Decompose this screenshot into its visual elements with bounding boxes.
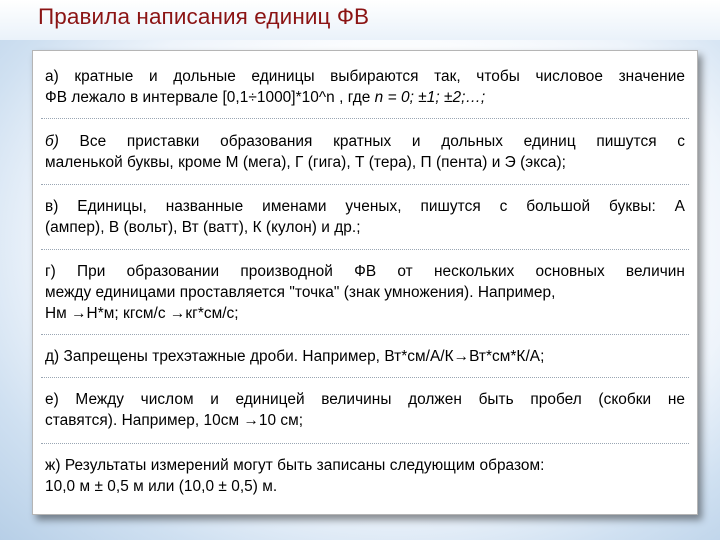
separator-6 (41, 443, 689, 444)
rule-a-line-2-text: ФВ лежало в интервале [0,1÷1000]*10^n , где (45, 89, 375, 106)
rule-f (45, 389, 685, 431)
rule-a-formula: n = 0; ±1; ±2;…; (374, 89, 486, 106)
slide-title: Правила написания единиц ФВ (38, 4, 370, 29)
rule-a (45, 66, 685, 108)
rule-g (45, 455, 685, 497)
rule-d-line-1: г) При образовании производной ФВ от нескольких основных величин (45, 263, 685, 280)
rule-g-line-1: ж) Результаты измерений могут быть записаны следующим образом: (45, 457, 545, 474)
rule-e (45, 346, 685, 367)
rule-f-line-1: е) Между числом и единицей величины должен быть пробел (скобки не (45, 391, 685, 408)
rule-g-line-2: 10,0 м ± 0,5 м или (10,0 ± 0,5) м. (45, 478, 278, 495)
rule-b-line-2: маленькой буквы, кроме М (мега), Г (гига), Т (тера), П (пента) и Э (экса); (45, 154, 567, 171)
separator-1 (41, 118, 689, 119)
separator-4 (41, 334, 689, 335)
rules-panel (32, 50, 698, 515)
rule-b-line-1 (45, 131, 685, 152)
separator-2 (41, 184, 689, 185)
rule-e-line-1: д) Запрещены трехэтажные дроби. Например, Вт*см/А/К→Вт*см*К/А; (45, 348, 545, 365)
rule-b-line-1-text: Все приставки образования кратных и дольных единиц пишутся с (58, 133, 685, 150)
separator-3 (41, 249, 689, 250)
rule-d (45, 261, 685, 324)
rule-b (45, 131, 685, 173)
rule-a-line-1: а) кратные и дольные единицы выбираются так, чтобы числовое значение (45, 68, 685, 85)
rule-c (45, 196, 685, 238)
rule-a-line-2 (45, 87, 685, 108)
rule-f-line-2: ставятся). Например, 10см →10 см; (45, 412, 304, 429)
rule-c-line-2: (ампер), В (вольт), Вт (ватт), К (кулон) и др.; (45, 219, 361, 236)
rule-d-line-3: Нм →Н*м; кгсм/с →кг*см/с; (45, 305, 239, 322)
rule-d-line-2: между единицами проставляется "точка" (знак умножения). Например, (45, 284, 556, 301)
separator-5 (41, 377, 689, 378)
rule-c-line-1: в) Единицы, названные именами ученых, пишутся с большой буквы: А (45, 198, 685, 215)
rule-b-marker: б) (45, 133, 59, 150)
